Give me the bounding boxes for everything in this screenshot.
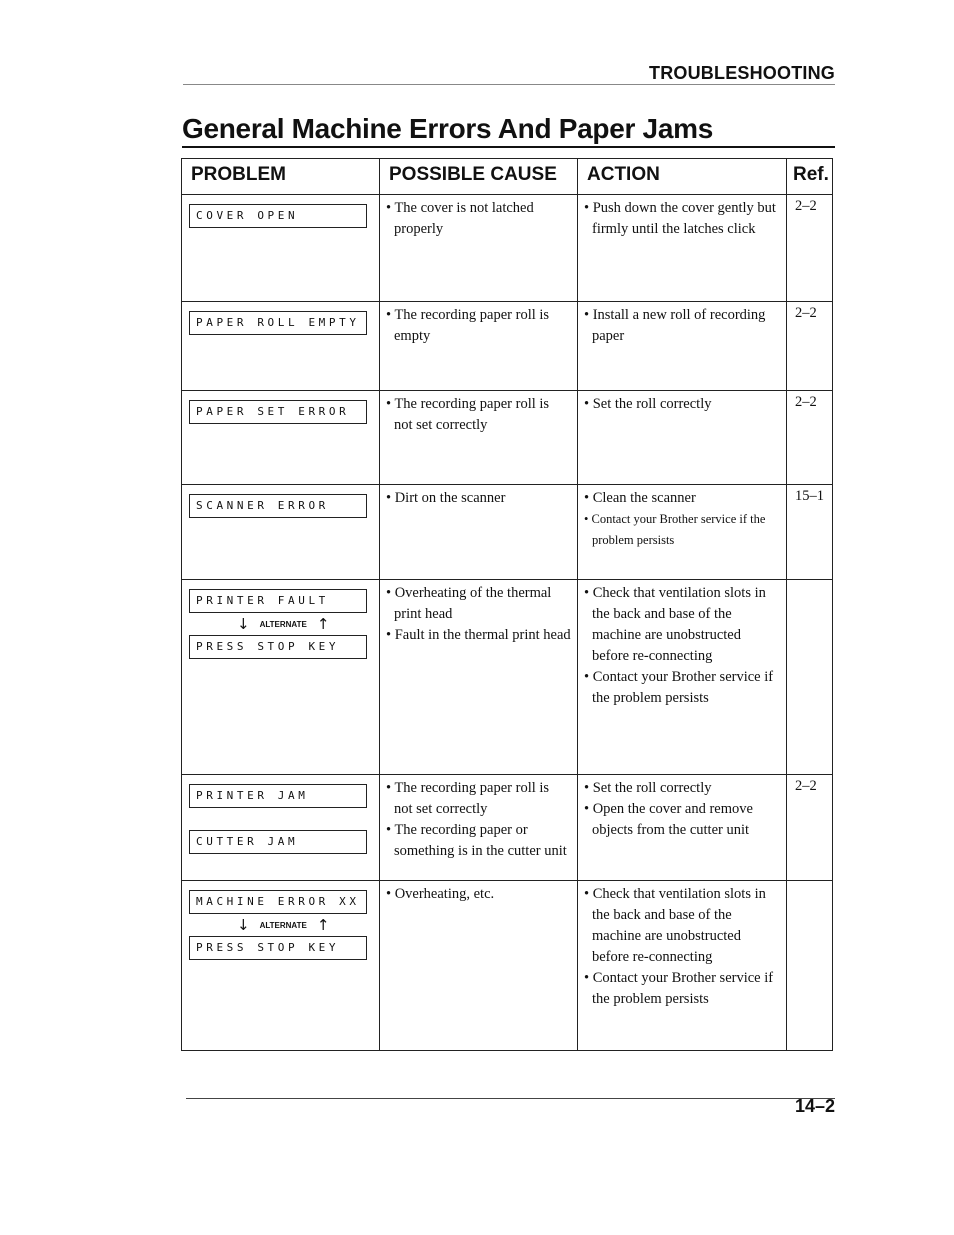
cause-cell [380,195,578,302]
lcd-message: MACHINE ERROR XX [189,890,367,914]
action-item: • Set the roll correctly [584,780,712,796]
ref-column-header: Ref. [787,159,833,195]
ref-cell [787,580,833,775]
action-item: • Check that ventilation slots in the back and base of the machine are unobstructed before re-connecting [584,585,766,664]
table-row [182,195,833,302]
action-item: • Clean the scanner [584,490,696,506]
ref-cell: 2–2 [787,391,833,485]
errors-table [181,158,833,1051]
lcd-message: PRESS STOP KEY [189,635,367,659]
action-item: • Contact your Brother service if the problem persists [584,970,774,1007]
alternate-label: ALTERNATE [259,619,307,629]
footer-rule [186,1098,835,1099]
arrow-down-icon: ↓ [237,615,250,633]
arrow-down-icon: ↓ [237,916,250,934]
action-cell [578,775,787,881]
table-row [182,302,833,391]
lcd-message: PAPER ROLL EMPTY [189,311,367,335]
lcd-message: PAPER SET ERROR [189,400,367,424]
alternate-indicator [189,914,367,936]
action-item: • Install a new roll of recording paper [584,307,766,344]
cause-cell [380,302,578,391]
ref-cell: 2–2 [787,302,833,391]
table-row [182,580,833,775]
ref-cell: 2–2 [787,195,833,302]
table-row [182,485,833,580]
cause-item: • Overheating of the thermal print head [386,585,552,622]
page-number: 14–2 [794,1096,835,1116]
cause-cell [380,485,578,580]
problem-cell [182,775,380,881]
action-item: • Open the cover and remove objects from the cutter unit [584,801,753,838]
cause-cell [380,391,578,485]
table-header-row [182,159,833,195]
arrow-up-icon: ↑ [316,916,330,934]
action-item: • Contact your Brother service if the problem persists [584,669,774,706]
action-item: • Set the roll correctly [584,396,712,412]
problem-cell [182,485,380,580]
cause-item: • The recording paper roll is not set correctly [386,780,550,817]
action-cell [578,195,787,302]
table-row [182,775,833,881]
cause-cell [380,881,578,1051]
page-title: General Machine Errors And Paper Jams [182,113,713,144]
problem-column-header: PROBLEM [182,159,380,195]
action-cell [578,580,787,775]
action-cell [578,302,787,391]
lcd-message: CUTTER JAM [189,830,367,854]
arrow-up-icon: ↑ [316,615,330,633]
action-cell [578,391,787,485]
section-title: TROUBLESHOOTING [649,63,835,83]
action-item: • Contact your Brother service if the problem persists [584,512,766,547]
action-item: • Check that ventilation slots in the back and base of the machine are unobstructed before re-connecting [584,886,766,965]
cause-cell [380,580,578,775]
cause-item: • Dirt on the scanner [386,490,506,506]
problem-cell [182,302,380,391]
action-cell [578,485,787,580]
action-item: • Push down the cover gently but firmly until the latches click [584,200,776,237]
alternate-label: ALTERNATE [259,920,307,930]
lcd-message: COVER OPEN [189,204,367,228]
action-column-header: ACTION [578,159,787,195]
lcd-message: SCANNER ERROR [189,494,367,518]
problem-cell [182,391,380,485]
ref-cell [787,881,833,1051]
cause-cell [380,775,578,881]
title-rule [182,146,835,148]
cause-item: • Fault in the thermal print head [386,627,571,643]
cause-item: • The cover is not latched properly [386,200,534,237]
alternate-indicator [189,613,367,635]
problem-cell [182,881,380,1051]
cause-column-header: POSSIBLE CAUSE [380,159,578,195]
cause-item: • The recording paper roll is not set correctly [386,396,550,433]
problem-cell [182,580,380,775]
cause-item: • The recording paper or something is in the cutter unit [386,822,567,859]
cause-item: • The recording paper roll is empty [386,307,550,344]
ref-cell: 15–1 [787,485,833,580]
cause-item: • Overheating, etc. [386,886,495,902]
action-cell [578,881,787,1051]
table-row [182,881,833,1051]
lcd-message: PRINTER FAULT [189,589,367,613]
ref-cell: 2–2 [787,775,833,881]
header-rule [183,84,835,85]
lcd-message: PRINTER JAM [189,784,367,808]
lcd-message: PRESS STOP KEY [189,936,367,960]
table-row [182,391,833,485]
problem-cell [182,195,380,302]
